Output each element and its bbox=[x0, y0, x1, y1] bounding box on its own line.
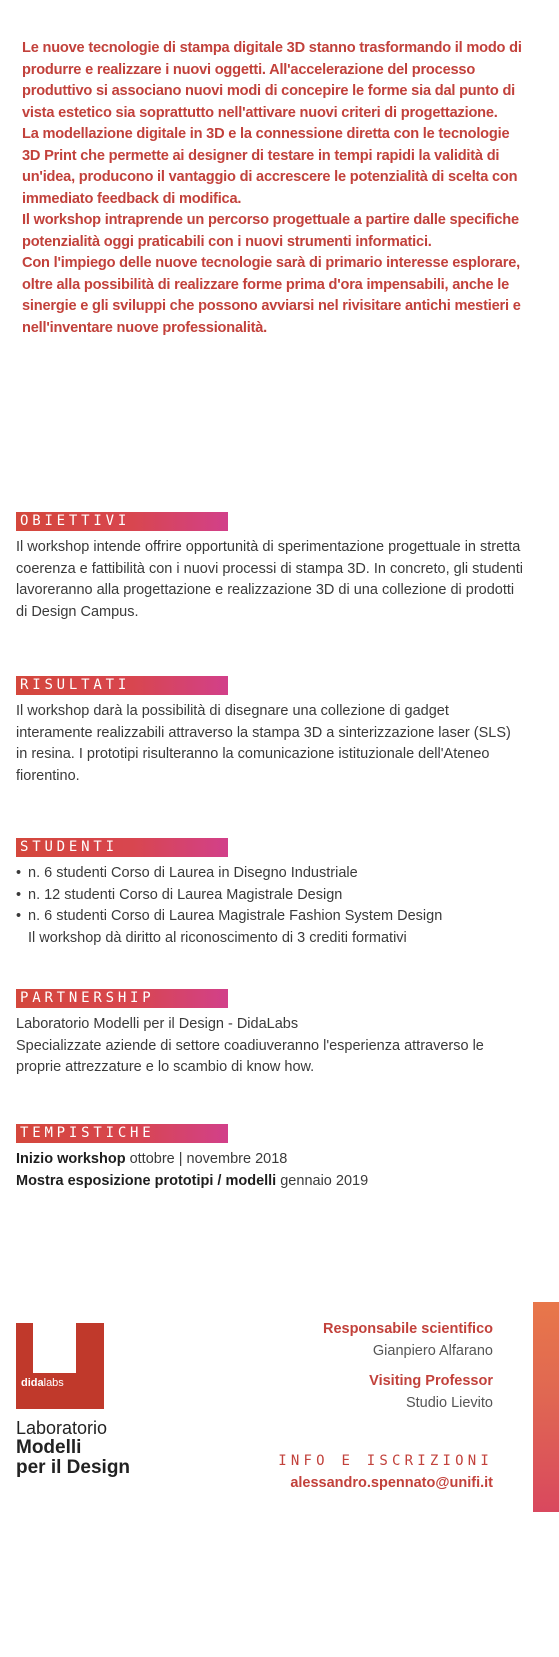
intro-paragraph: Il workshop intraprende un percorso progettuale a partire dalle specifiche potenzialità oggi praticabili con i nuovi strumenti informatici. bbox=[22, 212, 519, 250]
bullet-icon: • bbox=[16, 886, 22, 903]
info-heading: INFO E ISCRIZIONI bbox=[278, 1453, 493, 1469]
student-list bbox=[16, 863, 526, 928]
list-item bbox=[16, 863, 526, 885]
role-label: Responsabile scientifico bbox=[322, 1321, 493, 1337]
timeline-row bbox=[16, 1171, 526, 1193]
didalabs-logo bbox=[16, 1323, 104, 1409]
list-item-text: n. 6 studenti Corso di Laurea in Disegno Industriale bbox=[28, 865, 358, 881]
list-item bbox=[16, 885, 526, 907]
intro-paragraph: Le nuove tecnologie di stampa digitale 3D stanno trasformando il modo di produrre e realizzare i nuovi oggetti. All'accelerazione del processo produttivo si associano nuovi modi di concepire le forme sia dal punto di vista estetico sia soprattutto nell'attivare nuovi criteri di progettazione. bbox=[22, 40, 522, 121]
role-label: Visiting Professor bbox=[369, 1373, 493, 1389]
timeline-value: gennaio 2019 bbox=[276, 1172, 369, 1189]
intro-paragraph: La modellazione digitale in 3D e la connessione diretta con le tecnologie 3D Print che permette ai designer di testare in tempi rapidi la validità di un'idea, producono il vantaggio di accrescere le potenzialità di scelta con immediato feedback di modifica. bbox=[22, 126, 518, 207]
section-heading: TEMPISTICHE bbox=[16, 1124, 228, 1143]
lab-name: Laboratorio Modelli per il Design bbox=[16, 1418, 131, 1478]
section-risultati bbox=[16, 676, 526, 787]
timeline-row bbox=[16, 1149, 526, 1171]
intro-paragraph: Con l'impiego delle nuove tecnologie sarà di primario interesse esplorare, oltre alla possibilità di realizzare forme prima d'ora impensabili, anche le sinergie e gli sviluppi che possono avviarsi nel rivisitare antichi mestieri e nell'inventare nuove professionalità. bbox=[22, 255, 521, 336]
section-text: Il workshop darà la possibilità di disegnare una collezione di gadget interamente realizzabili attraverso la stampa 3D a sinterizzazione laser (SLS) in resina. I prototipi risulteranno la comunicazione istituzionale dell'Ateneo fiorentino. bbox=[16, 703, 511, 784]
partner-lab: Laboratorio Modelli per il Design - DidaLabs bbox=[16, 1016, 299, 1032]
section-heading: RISULTATI bbox=[16, 676, 228, 695]
section-partnership bbox=[16, 989, 526, 1079]
timeline-value: ottobre | novembre 2018 bbox=[125, 1151, 288, 1167]
credits-block bbox=[233, 1318, 493, 1494]
section-studenti bbox=[16, 838, 526, 949]
section-text: Il workshop intende offrire opportunità di sperimentazione progettuale in stretta coerenza e fattibilità con i nuovi processi di stampa 3D. In concreto, gli studenti lavoreranno alla progettazione e realizzazione 3D di una collezione di prodotti di Design Campus. bbox=[16, 539, 523, 620]
contact-email[interactable]: alessandro.spennato@unifi.it bbox=[290, 1475, 493, 1491]
person-name: Gianpiero Alfarano bbox=[372, 1343, 493, 1359]
bullet-icon: • bbox=[16, 865, 22, 881]
timeline-label: Mostra esposizione prototipi / modelli bbox=[16, 1172, 277, 1189]
list-item-text: n. 12 studenti Corso di Laurea Magistrale Design bbox=[28, 886, 343, 903]
section-obiettivi bbox=[16, 512, 526, 623]
person-name: Studio Lievito bbox=[405, 1395, 493, 1411]
intro-text bbox=[22, 38, 528, 339]
section-heading: OBIETTIVI bbox=[16, 512, 228, 531]
logo-brand: didalabs bbox=[21, 1377, 64, 1389]
credits-note: Il workshop dà diritto al riconoscimento di 3 crediti formativi bbox=[28, 929, 407, 946]
decorative-strip bbox=[533, 1302, 559, 1512]
list-item bbox=[16, 906, 526, 928]
section-text: Specializzate aziende di settore coadiuveranno l'esperienza attraverso le proprie attrezzature e lo scambio di know how. bbox=[16, 1037, 484, 1075]
timeline-label: Inizio workshop bbox=[16, 1151, 126, 1167]
bullet-icon: • bbox=[16, 908, 22, 924]
section-heading: STUDENTI bbox=[16, 838, 228, 857]
list-item-text: n. 6 studenti Corso di Laurea Magistrale Fashion System Design bbox=[28, 908, 443, 924]
section-heading: PARTNERSHIP bbox=[16, 989, 228, 1008]
section-tempistiche bbox=[16, 1124, 526, 1192]
